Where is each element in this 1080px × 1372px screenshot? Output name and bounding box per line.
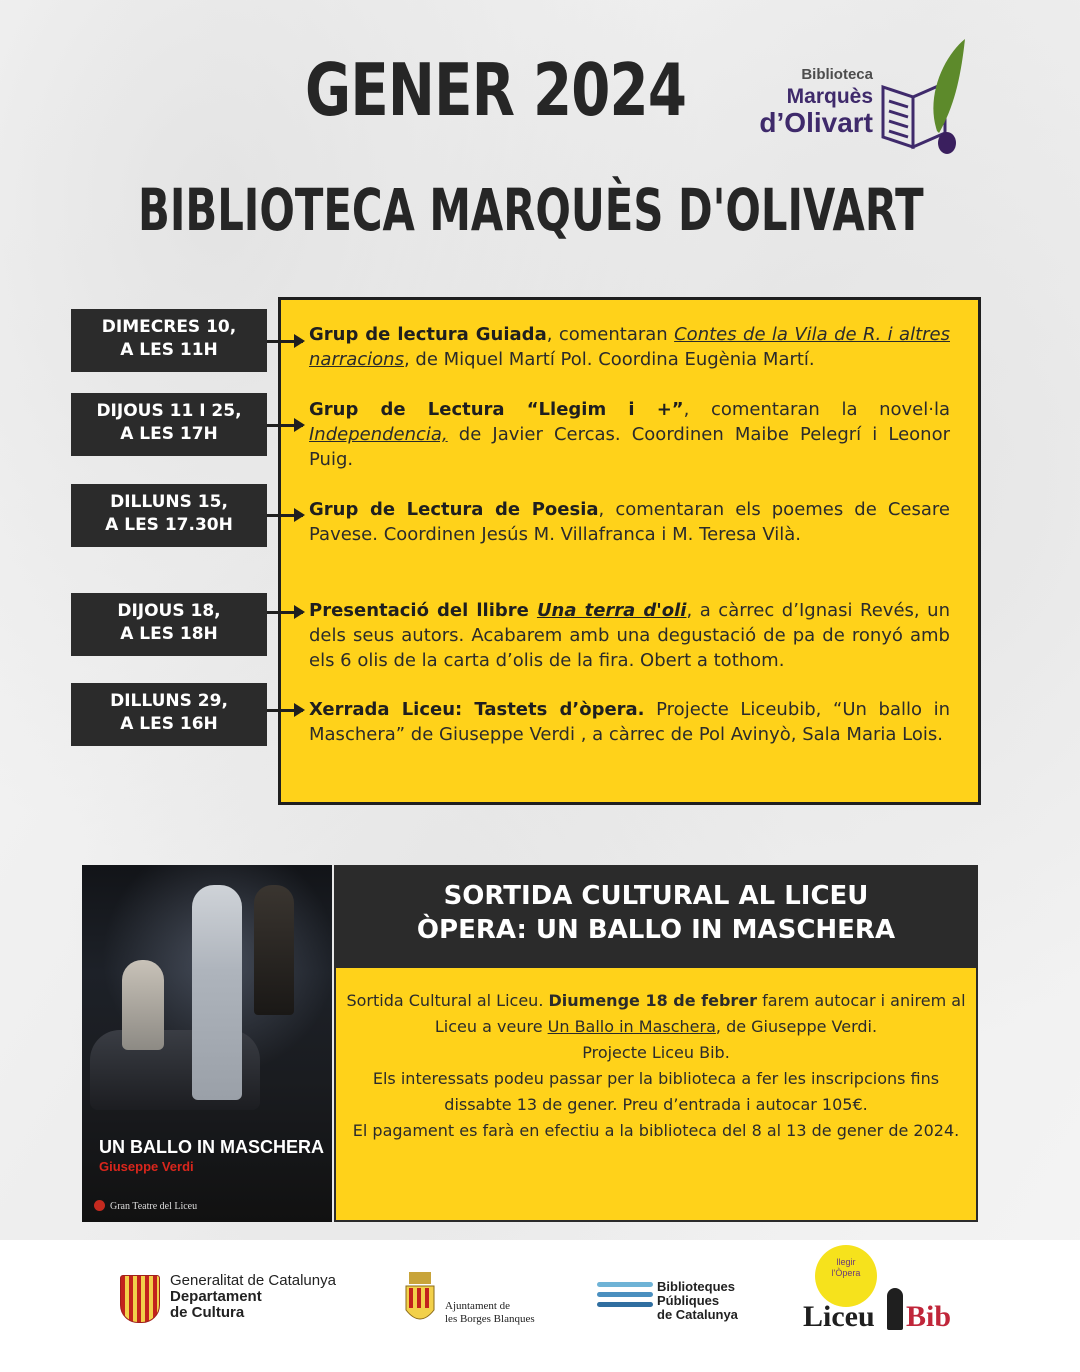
opera-poster-image xyxy=(82,865,332,1222)
event-text-5: Xerrada Liceu: Tastets d’òpera. Projecte Liceubib, “Un ballo in Maschera” de Giuseppe Verdi , a càrrec de Pol Avinyò, Sala Maria Lois. xyxy=(309,699,951,745)
stacked-books-icon xyxy=(597,1282,653,1318)
event-date-4: DIJOUS 18, A LES 18H xyxy=(71,593,267,656)
catalan-shield-icon xyxy=(120,1275,160,1323)
arrow-icon xyxy=(267,340,303,343)
sortida-paragraph-3: Els interessats podeu passar per la biblioteca a fer les inscripcions fins dissabte 13 de gener. Preu d’entrada i autocar 105€. xyxy=(372,1069,940,1114)
event-text-3: Grup de Lectura de Poesia, comentaran els poemes de Cesare Pavese. Coordinen Jesús M. Villafranca i M. Teresa Vilà. xyxy=(309,499,950,545)
event-date-5: DILLUNS 29, A LES 16H xyxy=(71,683,267,746)
arrow-icon xyxy=(267,709,303,712)
poster-composer: Giuseppe Verdi xyxy=(99,1159,194,1174)
event-date-3: DILLUNS 15, A LES 17.30H xyxy=(71,484,267,547)
book-link[interactable]: Independencia, xyxy=(309,424,448,445)
opera-link[interactable]: Un Ballo in Maschera xyxy=(547,1017,716,1036)
event-text-4: Presentació del llibre Una terra d'oli, a càrrec d’Ignasi Revés, un dels seus autors. Acabarem amb una degustació de pa de ronyó amb els 6 olis de la carta d’olis de la fira. Obert a tothom. xyxy=(309,600,950,671)
sortida-details xyxy=(334,968,978,1222)
arrow-icon xyxy=(267,611,303,614)
sortida-paragraph-4: El pagament es farà en efectiu a la biblioteca del 8 al 13 de gener de 2024. xyxy=(352,1121,960,1140)
logo-line-2: Marquès xyxy=(786,85,873,108)
logo-line-1: Biblioteca xyxy=(801,66,873,83)
logo-line-3: d’Olivart xyxy=(759,107,873,138)
event-date-1: DIMECRES 10, A LES 11H xyxy=(71,309,267,372)
event-date-2: DIJOUS 11 I 25, A LES 17H xyxy=(71,393,267,456)
poster-title: UN BALLO IN MASCHERA xyxy=(99,1137,324,1157)
page-subtitle: BIBLIOTECA MARQUÈS D'OLIVART xyxy=(138,176,924,244)
footer-logos: Generalitat de Catalunya Departament de Cultura Ajuntament de les Borges Blanques Biblioteques Públiques de Catalunya llegir l'Òpera Liceu Bib xyxy=(0,1240,1080,1372)
event-text-2: Grup de Lectura “Llegim i +”, comentaran la novel·la Independencia, de Javier Cercas. Coordinen Maibe Pelegrí i Leonor Puig. xyxy=(309,399,951,470)
sortida-paragraph-2: Projecte Liceu Bib. xyxy=(582,1043,730,1062)
arrow-icon xyxy=(267,424,303,427)
page-title: GENER 2024 xyxy=(305,48,687,132)
book-link[interactable]: Contes de la Vila de R. i altres narracions xyxy=(309,324,950,370)
liceubib-logo: llegir l'Òpera Liceu Bib xyxy=(800,1240,965,1372)
event-text-1: Grup de lectura Guiada, comentaran Contes de la Vila de R. i altres narracions, de Miquel Martí Pol. Coordina Eugènia Martí. xyxy=(309,324,950,370)
reader-figure-icon xyxy=(887,1288,903,1330)
sortida-heading: SORTIDA CULTURAL AL LICEU ÒPERA: UN BALLO IN MASCHERA xyxy=(334,865,978,968)
book-link[interactable]: Una terra d'oli xyxy=(536,600,687,621)
library-logo xyxy=(735,35,970,160)
poster-theatre: Gran Teatre del Liceu xyxy=(94,1200,197,1212)
liceu-logo-icon xyxy=(94,1200,105,1211)
book-leaf-icon xyxy=(875,35,970,160)
arrow-icon xyxy=(267,514,303,517)
town-crest-icon xyxy=(403,1270,437,1330)
sortida-paragraph-1: Sortida Cultural al Liceu. Diumenge 18 de febrer farem autocar i anirem al Liceu a veure Un Ballo in Maschera, de Giuseppe Verdi. xyxy=(346,991,966,1036)
